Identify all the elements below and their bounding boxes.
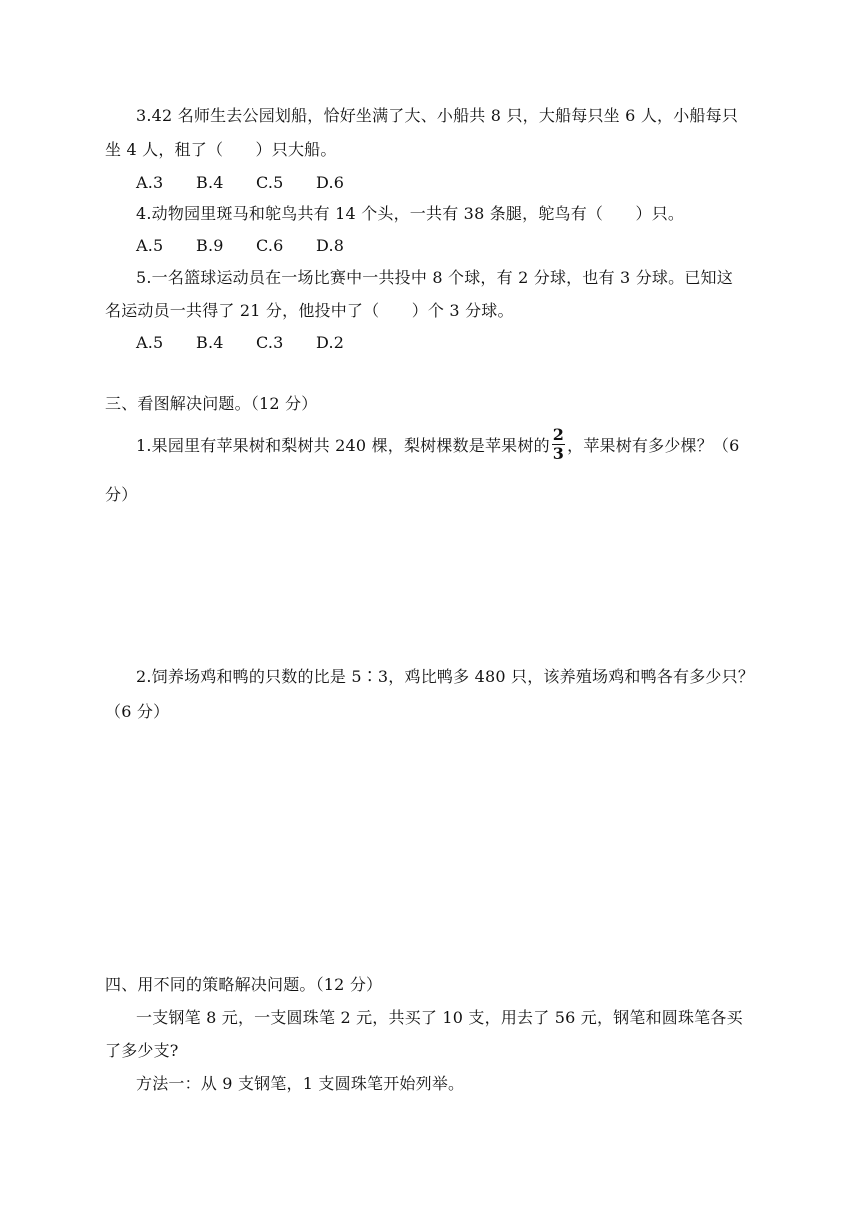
q5-line1: 5.一名篮球运动员在一场比赛中一共投中 8 个球，有 2 分球，也有 3 分球。已知这 — [136, 268, 733, 287]
q4-option-b: B.9 — [196, 236, 224, 255]
q5-option-a: A.5 — [136, 333, 164, 352]
q3-line2: 坐 4 人，租了（ ）只大船。 — [105, 140, 337, 159]
fraction — [552, 426, 565, 463]
q4-line1: 4.动物园里斑马和鸵鸟共有 14 个头，一共有 38 条腿，鸵鸟有（ ）只。 — [136, 204, 685, 223]
q5-options — [136, 333, 376, 353]
q4-option-c: C.6 — [256, 236, 284, 255]
q3-line1: 3.42 名师生去公园划船，恰好坐满了大、小船共 8 只，大船每只坐 6 人，小船每只 — [136, 106, 739, 125]
section4-problem-line1: 一支钢笔 8 元，一支圆珠笔 2 元，共买了 10 支，用去了 56 元，钢笔和圆珠笔各买 — [136, 1008, 743, 1027]
section3-heading: 三、看图解决问题。（12 分） — [105, 394, 318, 413]
q4-option-d: D.8 — [316, 236, 345, 255]
section3-problem1-text-before: 1.果园里有苹果树和梨树共 240 棵，梨树棵数是苹果树的 — [136, 436, 550, 455]
fraction-denominator: 3 — [552, 444, 565, 463]
fraction-numerator: 2 — [552, 425, 565, 444]
section4-problem-line2: 了多少支? — [105, 1041, 179, 1060]
q3-option-c: C.5 — [256, 173, 284, 192]
q5-line2: 名运动员一共得了 21 分，他投中了（ ）个 3 分球。 — [105, 301, 514, 320]
section3-problem1-line1 — [136, 425, 740, 465]
q3-option-a: A.3 — [136, 173, 164, 192]
section3-problem2-line1: 2.饲养场鸡和鸭的只数的比是 5∶3，鸡比鸭多 480 只，该养殖场鸡和鸭各有多少只？ — [136, 667, 755, 686]
q3-option-d: D.6 — [316, 173, 345, 192]
section3-problem1-line2: 分） — [105, 485, 138, 504]
q4-options — [136, 236, 376, 256]
q3-option-b: B.4 — [196, 173, 224, 192]
q3-options — [136, 173, 376, 193]
section3-problem1-text-after: ，苹果树有多少棵？（6 — [567, 436, 740, 455]
q5-option-c: C.3 — [256, 333, 284, 352]
section3-problem2-line2: （6 分） — [105, 702, 170, 721]
section4-heading: 四、用不同的策略解决问题。（12 分） — [105, 975, 383, 994]
section4-method1: 方法一：从 9 支钢笔，1 支圆珠笔开始列举。 — [136, 1074, 465, 1093]
q4-option-a: A.5 — [136, 236, 164, 255]
q5-option-b: B.4 — [196, 333, 224, 352]
q5-option-d: D.2 — [316, 333, 345, 352]
